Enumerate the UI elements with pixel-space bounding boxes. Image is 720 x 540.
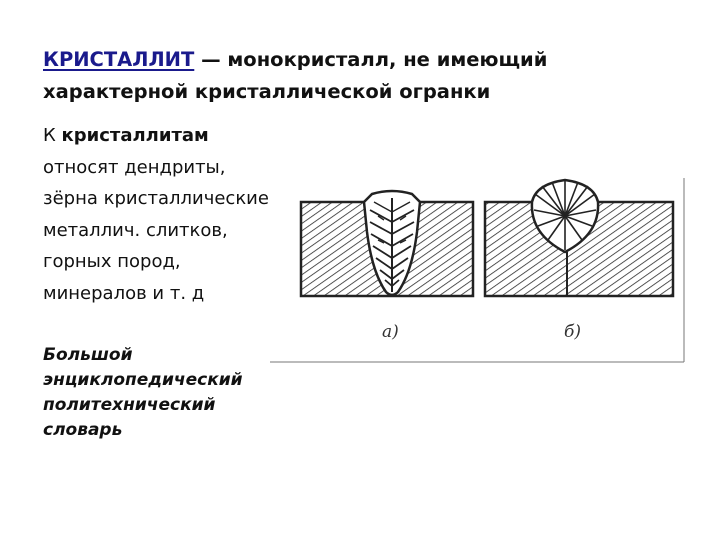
body-lead: К bbox=[43, 125, 62, 146]
weld-section-b bbox=[485, 180, 673, 296]
body-rest: относят дендриты, зёрна кристаллические металлич. слитков, горных пород, минералов и т. д bbox=[43, 156, 269, 304]
weld-crystallite-figure bbox=[270, 172, 686, 364]
source-citation: Большой энциклопедический политехнический словарь bbox=[43, 345, 243, 440]
slide-title bbox=[43, 44, 683, 108]
figure-label-a: а) bbox=[382, 322, 399, 342]
figure-label-b: б) bbox=[564, 322, 582, 342]
body-paragraph bbox=[43, 120, 273, 309]
term-definition: — монокристалл, не имеющий характерной кристаллической огранки bbox=[43, 48, 548, 103]
term-link[interactable]: КРИСТАЛЛИТ bbox=[43, 48, 195, 71]
body-lead-bold: кристаллитам bbox=[61, 125, 209, 146]
weld-sections-drawing bbox=[270, 172, 686, 364]
weld-section-a bbox=[301, 191, 473, 296]
